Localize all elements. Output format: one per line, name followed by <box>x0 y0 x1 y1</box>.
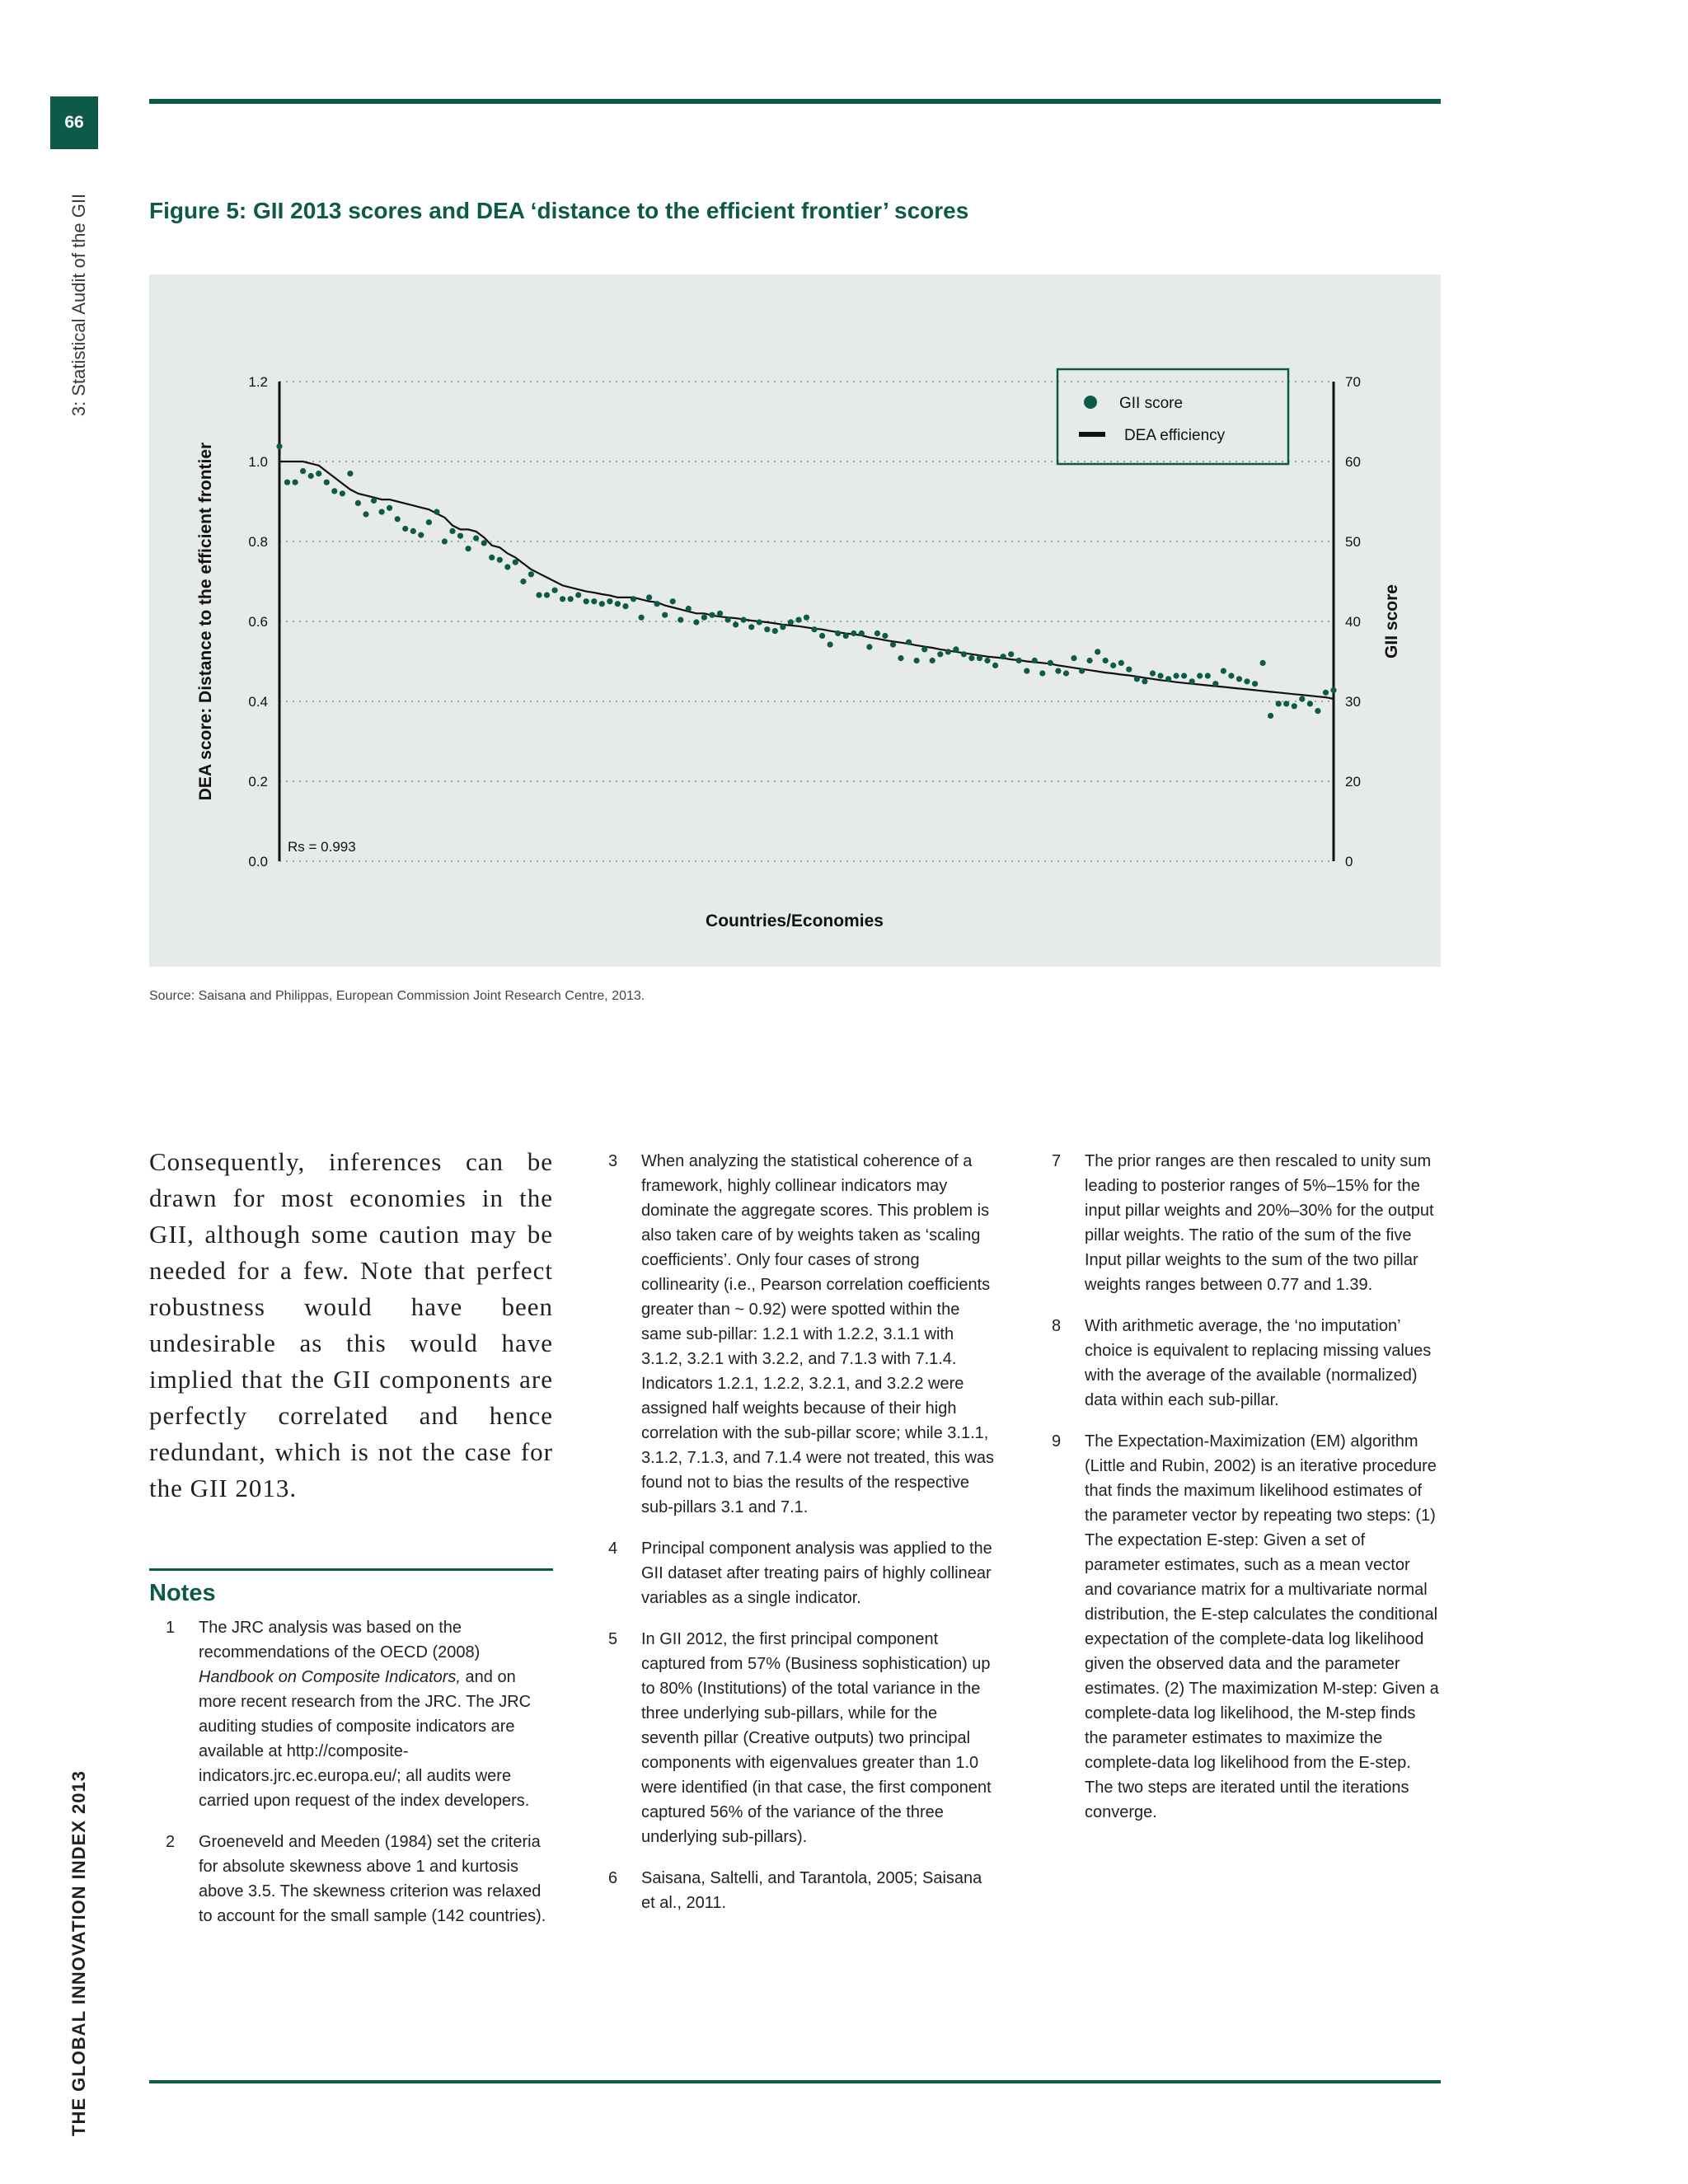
note-5 <box>592 1627 996 1849</box>
gii-point <box>646 594 652 600</box>
gii-point <box>276 443 282 449</box>
note-9 <box>1035 1429 1441 1825</box>
gii-point <box>300 468 306 474</box>
note-6 <box>592 1866 996 1915</box>
gii-point <box>851 630 856 636</box>
gii-point <box>835 630 841 636</box>
note-2 <box>149 1830 553 1929</box>
note-text: With arithmetic average, the ‘no imputation’ choice is equivalent to replacing missing values with the average of the available (normalized) data within each sub-pillar. <box>1085 1317 1432 1409</box>
x-axis-label: Countries/Economies <box>706 912 884 930</box>
note-text: Saisana, Saltelli, and Tarantola, 2005; Saisana et al., 2011. <box>641 1869 982 1912</box>
gii-point <box>1001 654 1006 659</box>
gii-point <box>536 592 542 598</box>
y-tick-label: 1.0 <box>248 454 268 470</box>
gii-point <box>1165 676 1171 682</box>
gii-point <box>284 480 290 485</box>
publication-title: THE GLOBAL INNOVATION INDEX 2013 <box>68 1770 89 2136</box>
gii-point <box>748 624 754 630</box>
gii-point <box>1283 701 1289 706</box>
gii-point <box>1095 649 1100 654</box>
note-1 <box>149 1615 553 1813</box>
gii-point <box>497 557 503 563</box>
y2-tick-label: 20 <box>1345 774 1361 790</box>
gii-point <box>1134 676 1140 682</box>
note-number: 6 <box>608 1869 618 1887</box>
gii-point <box>1260 660 1266 666</box>
gii-point <box>1157 673 1163 678</box>
gii-point <box>355 500 361 506</box>
gii-point <box>662 612 668 618</box>
gii-point <box>772 628 778 634</box>
gii-point <box>788 619 794 625</box>
gii-point <box>473 536 479 541</box>
gii-point <box>811 626 817 632</box>
gii-point <box>1142 678 1147 684</box>
gii-point <box>466 546 471 551</box>
gii-point <box>410 528 416 534</box>
gii-point <box>1189 678 1195 684</box>
gii-point <box>615 601 621 607</box>
note-text: Principal component analysis was applied to the GII dataset after treating pairs of highly collinear variables as a single indicator. <box>641 1540 992 1607</box>
gii-point <box>607 598 612 604</box>
note-4 <box>592 1536 996 1610</box>
gii-point <box>686 606 692 612</box>
gii-point <box>1016 658 1022 663</box>
gii-point <box>504 564 510 569</box>
gii-point <box>340 490 345 496</box>
gii-point <box>1221 668 1226 674</box>
gii-point <box>402 526 408 532</box>
y-tick-label: 0.0 <box>248 854 268 869</box>
gii-point <box>324 480 330 485</box>
gii-point <box>898 655 903 661</box>
chart-panel <box>149 274 1441 967</box>
gii-point <box>937 651 943 657</box>
note-number: 7 <box>1052 1152 1062 1170</box>
y2-tick-label: 40 <box>1345 614 1361 630</box>
gii-point <box>639 615 645 621</box>
note-number: 4 <box>608 1540 618 1558</box>
gii-point <box>568 596 574 602</box>
gii-point <box>828 642 833 648</box>
y-tick-label: 0.6 <box>248 614 268 630</box>
gii-point <box>575 592 581 598</box>
gii-point <box>866 644 872 649</box>
gii-point <box>1276 701 1282 706</box>
gii-point <box>1323 690 1329 696</box>
gii-point <box>1055 668 1061 674</box>
gii-point <box>1197 673 1203 678</box>
gii-point <box>968 655 974 661</box>
notes-heading: Notes <box>149 1580 216 1606</box>
page-number: 66 <box>50 96 98 149</box>
gii-point <box>1244 678 1250 684</box>
note-number: 9 <box>1052 1432 1062 1451</box>
gii-point <box>733 621 738 627</box>
gii-point <box>347 471 353 476</box>
gii-point <box>1039 670 1045 676</box>
gii-point <box>693 619 699 625</box>
gii-point <box>1008 651 1014 657</box>
gii-point <box>757 619 762 625</box>
gii-point <box>859 630 865 636</box>
note-text: When analyzing the statistical coherence of a framework, highly collinear indicators may dominate the aggregate scores. This problem is also taken care of by weights taken as ‘scaling coefficients’. Only four cases of strong collinearity (i.e., Pearson correlation coefficients greater than ~ 0.92) were spotted within the same sub-pillar: 1.2.1 with 1.2.2, 3.1.1 with 3.1.2, 3.2.1 with 3.2.2, and 7.1.3 with 7.1.4. Indicators 1.2.1, 1.2.2, 3.2.1, and 3.2.2 were assigned half weights because of their high correlation with the sub-pillar score; while 3.1.1, 3.1.2, 7.1.3, and 7.1.4 were not treated, this was found not to bias the results of the respective sub-pillars 3.1 and 7.1. <box>641 1152 995 1516</box>
gii-point <box>434 509 439 515</box>
gii-point <box>1103 658 1109 663</box>
gii-point <box>678 617 683 623</box>
gii-point <box>906 640 912 645</box>
chart <box>149 274 1441 967</box>
note-8 <box>1035 1314 1441 1413</box>
gii-point <box>1110 663 1116 668</box>
gii-score-points <box>276 443 1336 719</box>
left-axis-ticks <box>248 374 268 869</box>
gii-point <box>984 658 990 663</box>
figure-source: Source: Saisana and Philippas, European Commission Joint Research Centre, 2013. <box>149 989 645 1003</box>
gii-point <box>560 596 565 602</box>
gii-point <box>293 480 298 485</box>
gii-point <box>977 655 982 661</box>
gii-point <box>457 533 463 539</box>
gii-point <box>1024 668 1029 674</box>
gii-point <box>449 528 455 534</box>
y2-tick-label: 0 <box>1345 854 1353 869</box>
y-tick-label: 0.8 <box>248 534 268 550</box>
y-tick-label: 0.4 <box>248 694 268 710</box>
gii-point <box>371 498 377 504</box>
legend <box>1057 369 1288 464</box>
body-paragraph: Consequently, inferences can be drawn for most economies in the GII, although some caution may be needed for a few. Note that perfect robustness would have been undesirable as this would have implied that the GII components are perfectly correlated and hence redundant, which is not the case for the GII 2013. <box>149 1147 553 1502</box>
gii-point <box>1268 713 1273 719</box>
gii-point <box>442 538 448 544</box>
gii-point <box>1150 670 1156 676</box>
note-number: 3 <box>608 1152 618 1170</box>
note-number: 1 <box>166 1619 176 1637</box>
gii-point <box>764 626 770 632</box>
gii-point <box>1299 696 1305 702</box>
legend-gii-marker <box>1084 396 1097 409</box>
gii-point <box>1252 681 1258 687</box>
gii-point <box>418 532 424 538</box>
section-title: 3: Statistical Audit of the GII <box>68 193 89 417</box>
gii-point <box>1236 676 1242 682</box>
gii-point <box>741 617 747 623</box>
gii-point <box>945 649 951 654</box>
note-text: Groeneveld and Meeden (1984) set the criteria for absolute skewness above 1 and kurtosis above 3.5. The skewness criterion was relaxed to account for the small sample (142 countries). <box>199 1833 546 1925</box>
gii-point <box>654 601 660 607</box>
gii-point <box>709 612 715 618</box>
gii-point <box>591 598 597 604</box>
gii-point <box>1126 667 1132 673</box>
gii-point <box>316 471 321 476</box>
gii-point <box>1181 673 1187 678</box>
dea-efficiency-line <box>279 462 1334 699</box>
gii-point <box>513 560 518 565</box>
gii-point <box>1079 668 1085 674</box>
bottom-rule <box>149 2080 1441 2083</box>
notes-rule <box>149 1568 553 1571</box>
note-number: 2 <box>166 1833 176 1851</box>
y2-axis-label: GII score <box>1382 584 1401 658</box>
gii-point <box>930 658 935 663</box>
note-text: The Expectation-Maximization (EM) algorithm (Little and Rubin, 2002) is an iterative procedure that finds the maximum likelihood estimates of the parameter vector by repeating two steps: (1) The expectation E-step: Given a set of parameter estimates, such as a mean vector and covariance matrix for a multivariate normal distribution, the E-step calculates the conditional expectation of the complete-data log likelihood given the observed data and the parameter estimates. (2) The maximization M-step: Given a complete-data log likelihood, the M-step finds the parameter estimates to maximize the complete-data log likelihood from the E-step. The two steps are iterated until the iterations converge. <box>1085 1432 1439 1821</box>
legend-box <box>1057 369 1288 464</box>
legend-dea-label: DEA efficiency <box>1124 427 1226 444</box>
gii-point <box>717 611 723 616</box>
gii-point <box>1174 673 1179 678</box>
gii-point <box>1212 681 1218 687</box>
note-italic-title: Handbook on Composite Indicators, <box>199 1668 461 1686</box>
gii-point <box>921 646 927 652</box>
notes-column-2 <box>592 1149 996 1932</box>
note-7 <box>1035 1149 1441 1297</box>
gii-point <box>331 488 337 494</box>
gii-point <box>1292 703 1297 709</box>
gii-point <box>520 579 526 584</box>
gii-point <box>387 505 392 511</box>
gii-point <box>631 596 636 602</box>
gii-point <box>1071 655 1076 661</box>
gii-point <box>882 633 888 639</box>
right-axis-ticks <box>1345 374 1361 869</box>
y-axis-label: DEA score: Distance to the efficient frontier <box>196 442 215 801</box>
gii-point <box>780 624 785 630</box>
gii-point <box>599 601 605 607</box>
top-rule <box>149 99 1441 104</box>
note-text: In GII 2012, the first principal component captured from 57% (Business sophistication) up to 80% (Institutions) of the total variance in the three underlying sub-pillars, while for the seventh pillar (Creative outputs) two principal components with eigenvalues greater than 1.0 were identified (in that case, the first component captured 56% of the variance of the three underlying sub-pillars). <box>641 1630 992 1846</box>
gii-point <box>701 615 707 621</box>
gii-point <box>1228 673 1234 678</box>
gii-point <box>363 511 368 517</box>
note-number: 8 <box>1052 1317 1062 1335</box>
y2-tick-label: 60 <box>1345 454 1361 470</box>
note-text: The JRC analysis was based on the recommendations of the OECD (2008) Handbook on Composite Indicators, and on more recent research from the JRC. The JRC auditing studies of composite indicators are available at http://composite-indicators.jrc.ec.europa.eu/; all audits were carried upon request of the index developers. <box>199 1619 532 1810</box>
gii-point <box>670 598 676 604</box>
gii-point <box>1063 670 1069 676</box>
gii-point <box>544 592 550 598</box>
gii-point <box>528 571 534 577</box>
gii-point <box>1118 660 1124 666</box>
note-3 <box>592 1149 996 1520</box>
y-tick-label: 1.2 <box>248 374 268 390</box>
gii-point <box>1315 708 1320 714</box>
gii-point <box>914 658 920 663</box>
gii-point <box>804 615 809 621</box>
y2-tick-label: 70 <box>1345 374 1361 390</box>
gii-point <box>426 519 432 525</box>
legend-gii-label: GII score <box>1119 395 1184 412</box>
gii-point <box>795 617 801 623</box>
notes-column-3 <box>1035 1149 1441 1841</box>
gii-point <box>1048 660 1053 666</box>
gii-point <box>584 598 589 604</box>
y2-tick-label: 50 <box>1345 534 1361 550</box>
note-number: 5 <box>608 1630 618 1648</box>
y2-tick-label: 30 <box>1345 694 1361 710</box>
gii-point <box>481 540 487 546</box>
gii-point <box>1330 687 1336 693</box>
gii-point <box>489 555 495 560</box>
gii-point <box>992 663 998 668</box>
gii-point <box>1087 658 1093 663</box>
gii-point <box>308 473 314 479</box>
y-tick-label: 0.2 <box>248 774 268 790</box>
gii-point <box>843 633 849 639</box>
gii-point <box>725 617 731 623</box>
gii-point <box>874 630 880 636</box>
gii-point <box>890 642 896 648</box>
note-text: The prior ranges are then rescaled to unity sum leading to posterior ranges of 5%–15% for the input pillar weights and 20%–30% for the output pillar weights. The ratio of the sum of the five Input pillar weights to the sum of the two pillar weights ranges between 0.77 and 1.39. <box>1085 1152 1434 1294</box>
gii-point <box>819 633 825 639</box>
gii-point <box>552 588 558 593</box>
gii-point <box>1205 673 1211 678</box>
gii-point <box>395 516 401 522</box>
rs-annotation: Rs = 0.993 <box>288 839 356 855</box>
gii-point <box>622 603 628 609</box>
gii-point <box>1032 658 1038 663</box>
figure-title: Figure 5: GII 2013 scores and DEA ‘distance to the efficient frontier’ scores <box>149 198 969 223</box>
notes-column-1 <box>149 1615 553 1945</box>
gii-point <box>961 651 967 657</box>
gii-point <box>1307 701 1313 706</box>
legend-dea-marker <box>1079 432 1105 437</box>
gii-point <box>953 646 959 652</box>
gii-point <box>379 509 385 515</box>
